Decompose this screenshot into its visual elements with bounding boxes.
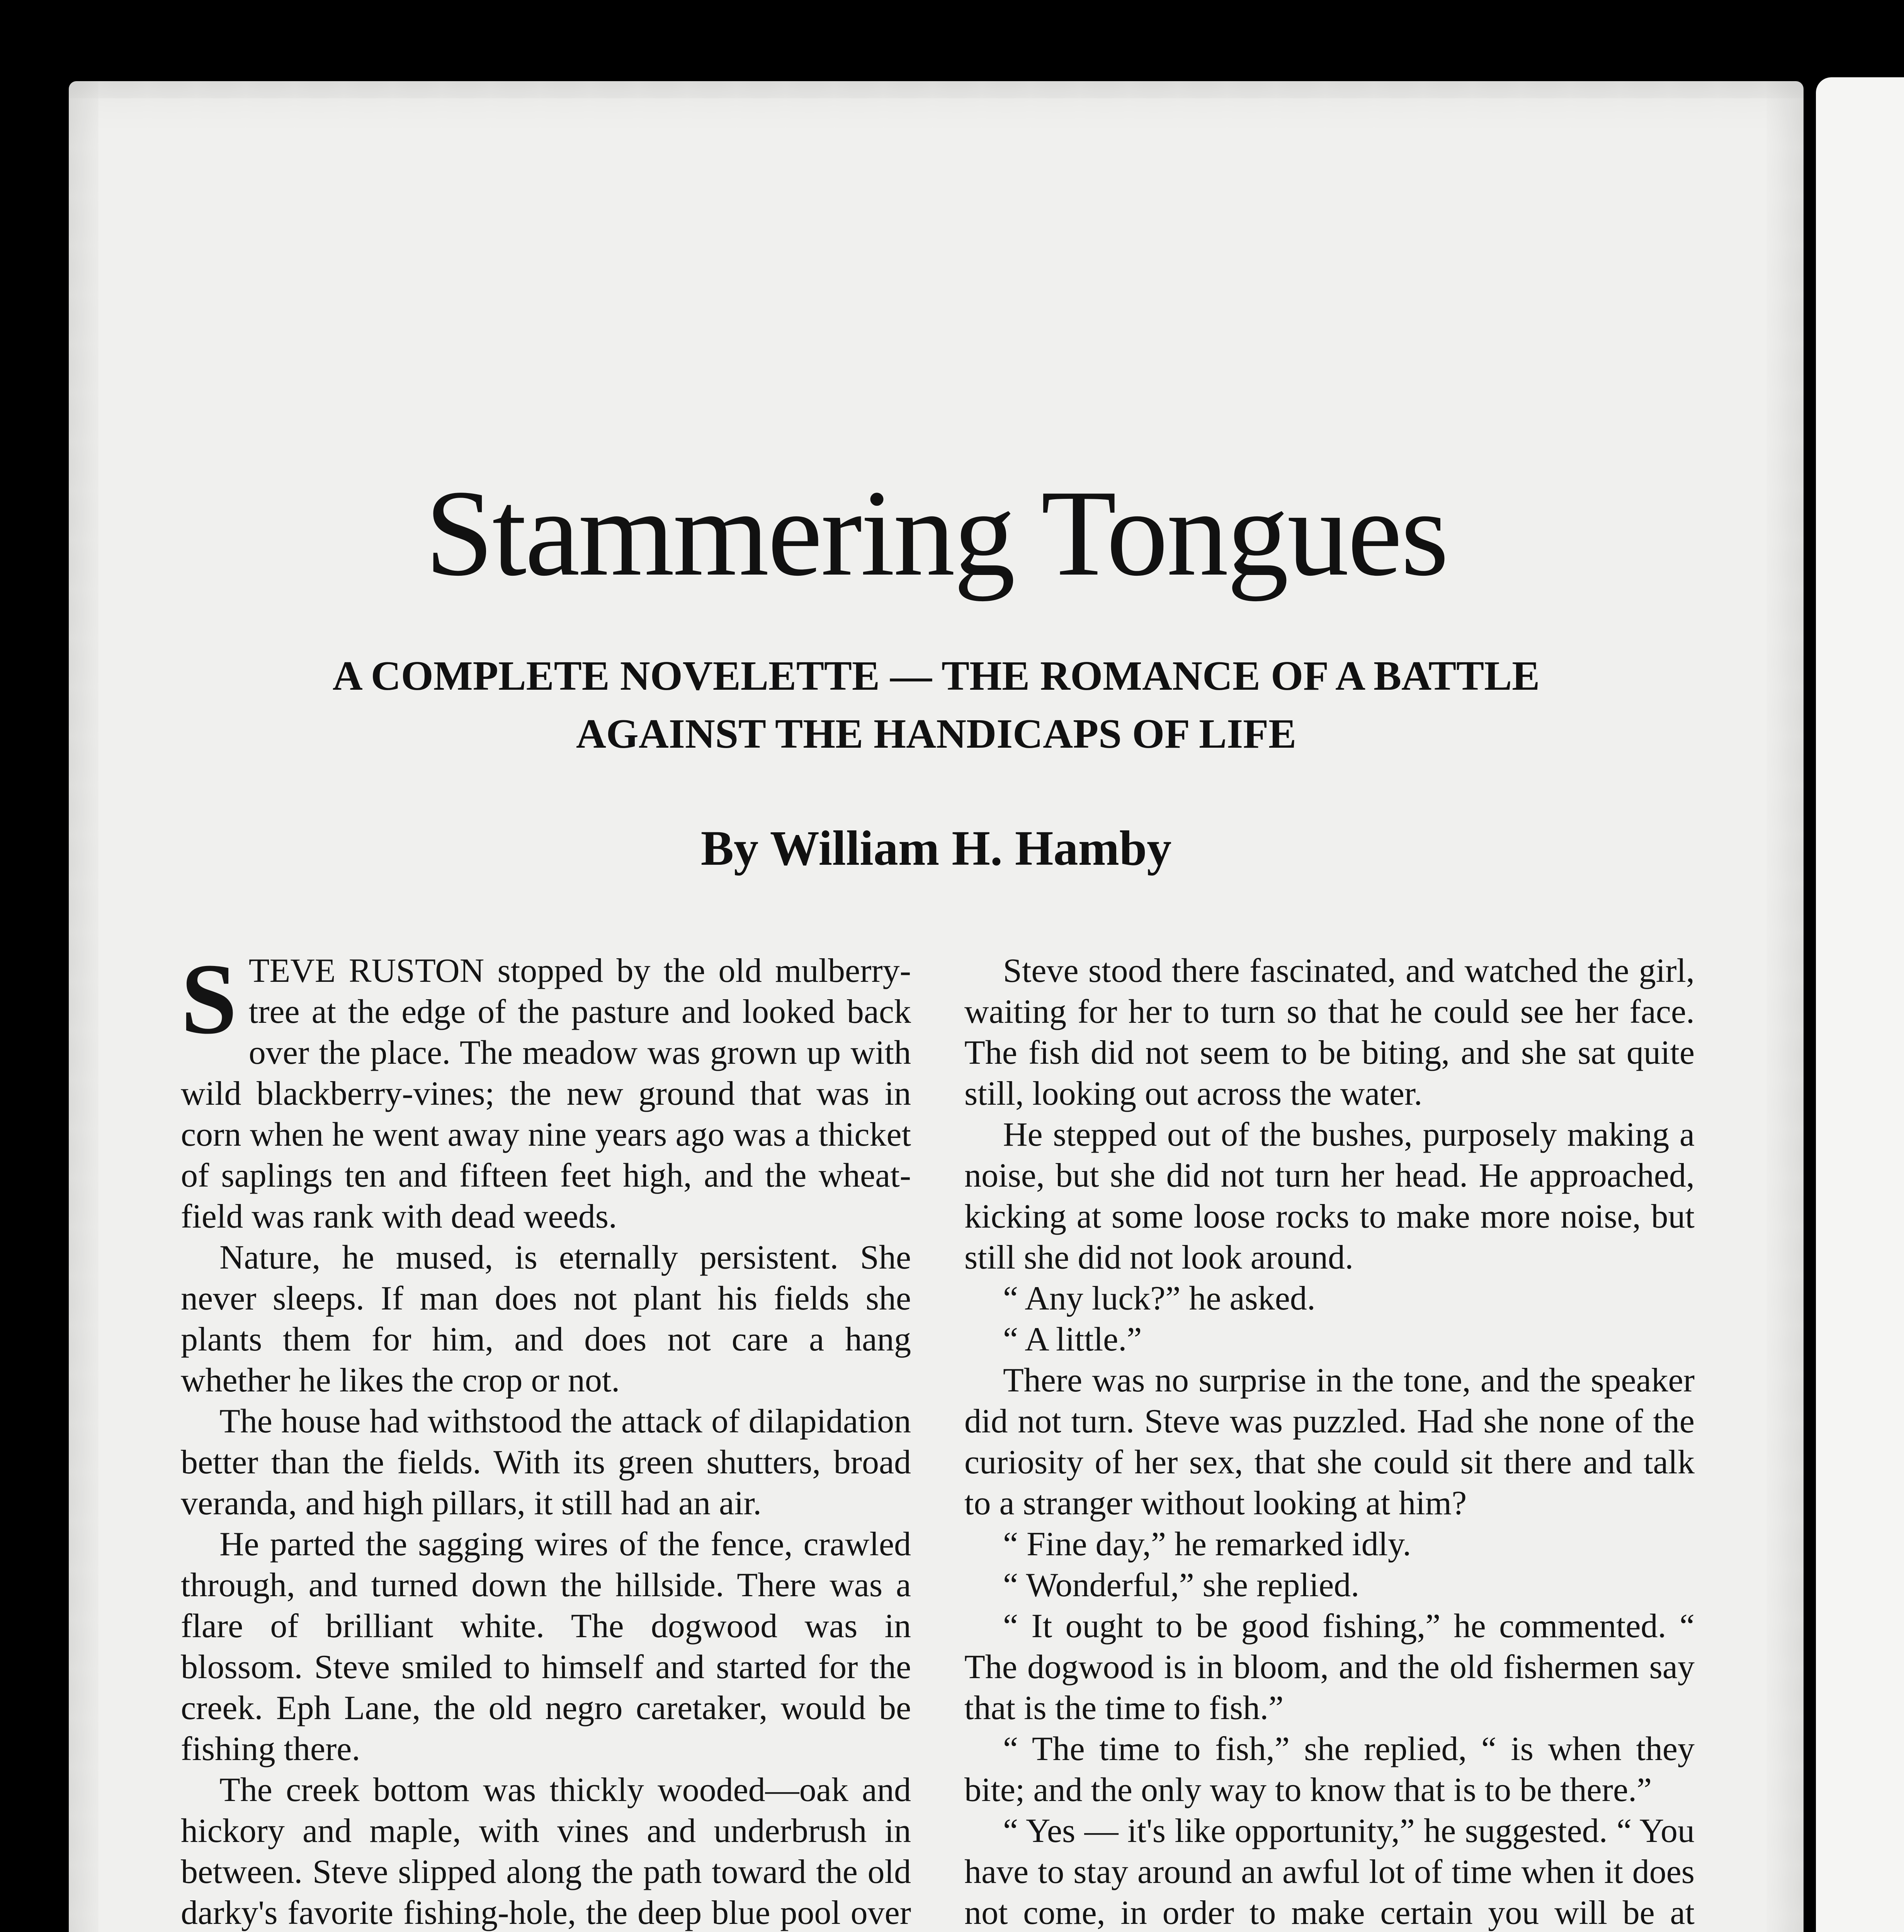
magazine-page (69, 81, 1804, 1932)
paragraph: “ A little.” (1003, 1321, 1142, 1358)
left-column (181, 943, 911, 1932)
drop-cap: S (181, 943, 237, 1055)
paragraph: “ Any luck?” he asked. (1003, 1280, 1316, 1317)
paragraph: The creek bottom was thickly wooded—oak and hickory and maple, with vines and underbrush in between. Steve slipped along the path toward the old darky's favorite fishing-hole, the deep blue pool over (181, 1771, 911, 1932)
paragraph: He stepped out of the bushes, purposely making a noise, but she did not turn her head. He approached, kicking at some loose rocks to make more noise, but still she did not look around. (964, 1116, 1695, 1276)
paragraph: The house had withstood the attack of dilapidation better than the fields. With its green shutters, broad veranda, and high pillars, it still had an air. (181, 1403, 911, 1522)
paragraph: “ Fine day,” he remarked idly. (1003, 1526, 1411, 1563)
subtitle-line-2: AGAINST THE HANDICAPS OF LIFE (576, 711, 1297, 757)
byline: By William H. Hamby (700, 821, 1172, 876)
story-subtitle (185, 647, 1688, 763)
paragraph: There was no surprise in the tone, and the speaker did not turn. Steve was puzzled. Had she none of the curiosity of her sex, that she could sit there and talk to a stranger without looking at him? (964, 1362, 1695, 1522)
paragraph: “ Yes — it's like opportunity,” he suggested. “ You have to stay around an awful lot of time when it does not come, in order to make certain you will be at (964, 1812, 1695, 1932)
paragraph: STEVE RUSTON stopped by the old mulberry-tree at the edge of the pasture and looked back over the place. The meadow was grown up with wild blackberry-vines; the new ground that was in corn when he went away nine years ago was a thicket of saplings ten and fifteen feet high, and the wheat-field was rank with dead weeds. (181, 943, 911, 1235)
paragraph: “ The time to fish,” she replied, “ is when they bite; and the only way to know that is to be there.” (964, 1730, 1695, 1809)
paragraph: He parted the sagging wires of the fence, crawled through, and turned down the hillside. There was a flare of brilliant white. The dogwood was in blossom. Steve smiled to himself and started for the creek. Eph Lane, the old negro caretaker, would be fishing there. (181, 1526, 911, 1768)
subtitle-line-1: A COMPLETE NOVELETTE — THE ROMANCE OF A BATTLE (332, 653, 1540, 699)
paragraph: “ It ought to be good fishing,” he commented. “ The dogwood is in bloom, and the old fishermen say that is the time to fish.” (964, 1607, 1695, 1727)
paragraph: Steve stood there fascinated, and watched the girl, waiting for her to turn so that he could see her face. The fish did not seem to be biting, and she sat quite still, looking out across the water. (964, 952, 1695, 1112)
facing-page-edge (1816, 77, 1904, 1932)
paragraph: Nature, he mused, is eternally persistent. She never sleeps. If man does not plant his fields she plants them for him, and does not care a hang whether he likes the crop or not. (181, 1239, 911, 1399)
right-column (964, 951, 1695, 1932)
story-title: Stammering Tongues (425, 465, 1448, 602)
paragraph: “ Wonderful,” she replied. (1003, 1566, 1360, 1604)
